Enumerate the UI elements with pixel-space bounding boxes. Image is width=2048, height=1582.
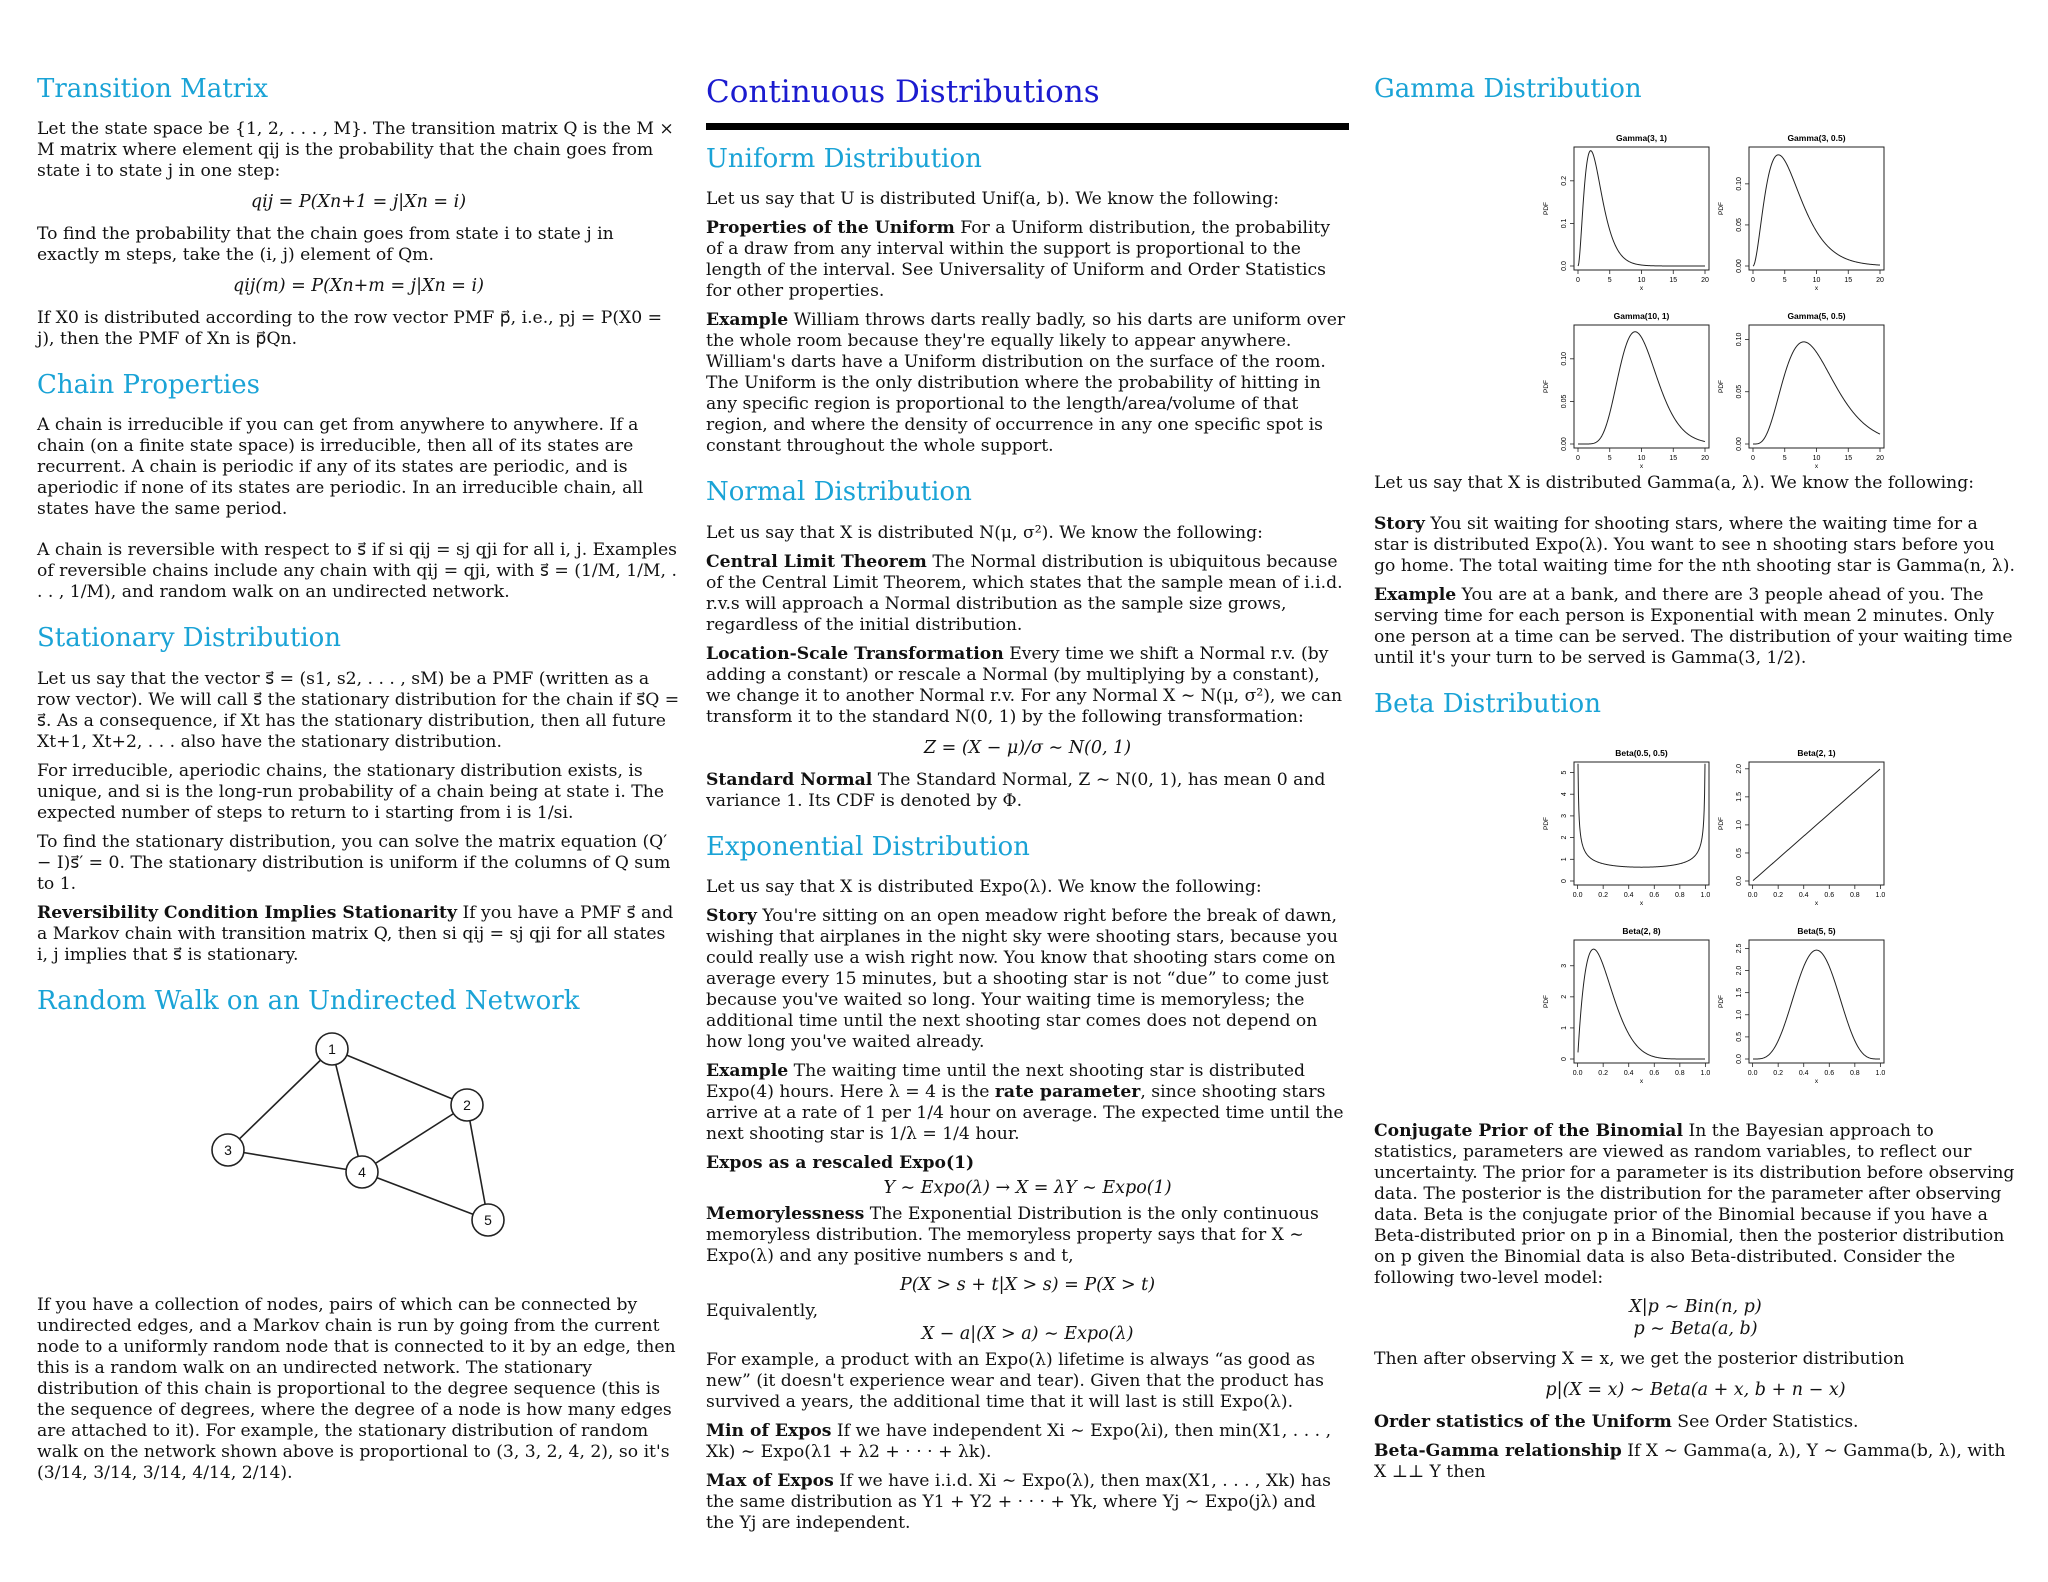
stationary-text-3: To find the stationary distribution, you can solve the matrix equation (Q′ − I)s⃗′ = 0. The stationary distribution is uniform if the columns of Q sum to 1.	[37, 831, 671, 894]
beta-plot-grid	[1374, 734, 2017, 1089]
beta-panel-title: Beta(5, 5)	[1797, 926, 1836, 937]
expo-text-1	[706, 906, 1349, 1053]
beta-text-4	[1374, 1441, 2017, 1483]
random-walk-text: If you have a collection of nodes, pairs of which can be connected by undirected edges, and a Markov chain is run by going from the current node to a uniformly random node that is connected to it by an edge, then this is a random walk on an undirected network. The stationary distribution of this chain is proportional to the degree sequence (this is the sequence of degrees, where the degree of a node is how many edges are attached to it). For example, the stationary distribution of random walk on the network shown above is proportional to (3, 3, 2, 4, 2), so it's (3/14, 3/14, 3/14, 4/14, 2/14).	[37, 1294, 676, 1483]
beta-plot-frame	[1749, 940, 1884, 1063]
gamma-panel-3	[1543, 311, 1709, 469]
rescaled-expo-equation: Y ∼ Expo(λ) → X = λY ∼ Expo(1)	[883, 1177, 1172, 1198]
gamma-x-tick-label: 0	[1576, 455, 1580, 463]
beta-y-tick-label: 0	[1561, 1057, 1568, 1062]
gamma-x-tick-label: 10	[1637, 455, 1646, 463]
beta-x-tick-label: 0.8	[1674, 892, 1685, 900]
beta-text-2: Then after observing X = x, we get the posterior distribution	[1374, 1349, 1905, 1370]
equivalently-text: Equivalently,	[706, 1300, 819, 1321]
normal-text-3	[706, 770, 1349, 812]
beta-x-tick-label: 0.2	[1773, 892, 1784, 900]
gamma-y-tick-label: 0.00	[1736, 437, 1743, 451]
beta-x-tick-label: 1.0	[1700, 892, 1711, 900]
min-expos-heading: Min of Expos	[706, 1420, 832, 1441]
memoryless-equation-2: X − a|(X > a) ∼ Expo(λ)	[921, 1323, 1134, 1344]
max-expos-text: If we have i.i.d. Xi ∼ Expo(λ), then max(X1, . . . , Xk) has the same distribution as Y1 + Y2 + · · · + Yk, where Yj ∼ Expo(jλ) and the Yj are independent.	[706, 1470, 1331, 1533]
uniform-intro: Let us say that U is distributed Unif(a, b). We know the following:	[706, 189, 1279, 210]
beta-panel-title: Beta(2, 8)	[1622, 926, 1661, 937]
stationary-text-1: Let us say that the vector s⃗ = (s1, s2, . . . , sM) be a PMF (written as a row vector). We will call s⃗ the stationary distribution for the chain if s⃗Q = s⃗. As a consequence, if Xt has the stationary distribution, then all future Xt+1, Xt+2, . . . also have the stationary distribution.	[37, 668, 680, 752]
gamma-x-axis-label: x	[1639, 463, 1644, 470]
uniform-example-heading: Example	[706, 310, 789, 331]
gamma-x-tick-label: 20	[1876, 455, 1884, 463]
gamma-y-tick-label: 0.10	[1736, 332, 1743, 347]
order-stats-text: See Order Statistics.	[1671, 1412, 1859, 1433]
memoryless-equation: P(X > s + t|X > s) = P(X > t)	[899, 1274, 1156, 1295]
order-stats-heading: Order statistics of the Uniform	[1374, 1412, 1672, 1433]
beta-x-tick-label: 0.4	[1623, 892, 1634, 900]
gamma-y-tick-label: 0.1	[1561, 218, 1568, 229]
gamma-density-curve	[1753, 342, 1880, 444]
beta-y-tick-label: 1.0	[1736, 820, 1743, 831]
beta-y-tick-label: 1.0	[1736, 1010, 1743, 1021]
gamma-x-tick-label: 10	[1812, 277, 1821, 285]
uniform-text-1	[706, 218, 1349, 302]
beta-y-axis-label: PDF	[1718, 995, 1725, 1009]
beta-x-tick-label: 0.0	[1747, 892, 1758, 900]
expo-text-2	[706, 1061, 1349, 1145]
stationary-text-4	[37, 903, 680, 966]
beta-y-tick-label: 0.5	[1736, 1032, 1743, 1043]
expo-text-3	[706, 1153, 1349, 1174]
edge-1-4	[332, 1049, 362, 1172]
expo-text-6: For example, a product with an Expo(λ) lifetime is always “as good as new” (it doesn't experience wear and tear). Given that the product has survived a years, the additional time that it will last is still Expo(λ).	[706, 1349, 1324, 1412]
column-3	[1374, 74, 2017, 1491]
section-title-chain-properties: Chain Properties	[37, 370, 260, 401]
node-label-4: 4	[358, 1163, 366, 1180]
beta-y-tick-label: 3	[1561, 814, 1568, 819]
gamma-example-heading: Example	[1374, 585, 1457, 606]
beta-panel-1	[1543, 748, 1710, 907]
beta-x-tick-label: 0.0	[1747, 1070, 1758, 1078]
gamma-density-curve	[1578, 151, 1705, 266]
gamma-x-tick-label: 5	[1607, 455, 1612, 463]
beta-x-tick-label: 0.0	[1572, 1070, 1583, 1078]
expo-text-4	[706, 1204, 1349, 1267]
gamma-x-tick-label: 15	[1669, 277, 1678, 285]
gamma-x-axis-label: x	[1639, 285, 1644, 293]
beta-x-axis-label: x	[1639, 1078, 1644, 1086]
beta-x-tick-label: 1.0	[1875, 1070, 1886, 1078]
beta-x-tick-label: 1.0	[1700, 1070, 1711, 1078]
gamma-y-tick-label: 0.10	[1561, 352, 1568, 366]
gamma-density-curve	[1753, 155, 1880, 266]
uniform-properties-text: For a Uniform distribution, the probability of a draw from any interval within the support is proportional to the length of the interval. See Universality of Uniform and Order Statistics for other properties.	[706, 218, 1331, 302]
standard-normal-text: The Standard Normal, Z ∼ N(0, 1), has mean 0 and variance 1. Its CDF is denoted by Φ.	[706, 769, 1326, 811]
gamma-x-tick-label: 15	[1669, 455, 1678, 463]
uniform-text-2	[706, 310, 1349, 457]
node-label-2: 2	[463, 1096, 471, 1113]
stationary-text-2: For irreducible, aperiodic chains, the stationary distribution exists, is unique, and si is the long-run probability of a chain being at state i. The expected number of steps to return to i starting from i is 1/si.	[37, 760, 665, 823]
uniform-example-text: William throws darts really badly, so his darts are uniform over the whole room because they're equally likely to appear anywhere. William's darts have a Uniform distribution on the surface of the room. The Uniform is the only distribution where the probability of hitting in any specific region is proportional to the length/area/volume of that region, and where the density of occurrence in any one specific spot is constant throughout the whole support.	[706, 310, 1346, 457]
gamma-x-tick-label: 0	[1576, 277, 1580, 285]
beta-plot-frame	[1574, 762, 1709, 885]
gamma-x-tick-label: 5	[1782, 277, 1787, 285]
beta-model-equation-1: X|p ∼ Bin(n, p)	[1629, 1297, 1762, 1318]
beta-x-tick-label: 0.6	[1824, 1070, 1835, 1078]
gamma-y-tick-label: 0.05	[1736, 218, 1743, 232]
memorylessness-text: The Exponential Distribution is the only continuous memoryless distribution. The memoryless property says that for X ∼ Expo(λ) and any positive numbers s and t,	[706, 1203, 1319, 1266]
standard-normal-heading: Standard Normal	[706, 769, 873, 790]
column-1	[37, 74, 680, 1492]
beta-panel-title: Beta(2, 1)	[1797, 748, 1836, 759]
gamma-density-curve	[1578, 332, 1705, 444]
beta-x-tick-label: 0.4	[1623, 1070, 1634, 1078]
transition-equation-1: qij = P(Xn+1 = j|Xn = i)	[250, 192, 467, 213]
beta-y-tick-label: 3	[1561, 964, 1568, 969]
gamma-x-axis-label: x	[1814, 285, 1819, 293]
gamma-x-tick-label: 15	[1844, 455, 1853, 463]
node-label-3: 3	[224, 1141, 232, 1158]
section-title-normal: Normal Distribution	[706, 477, 972, 508]
section-title-random-walk: Random Walk on an Undirected Network	[37, 985, 580, 1016]
beta-x-tick-label: 0.4	[1798, 892, 1809, 900]
beta-x-axis-label: x	[1814, 1078, 1819, 1086]
conjugate-prior-heading: Conjugate Prior of the Binomial	[1374, 1121, 1683, 1142]
beta-density-curve	[1753, 770, 1880, 882]
edge-2-5	[467, 1105, 488, 1220]
edge-1-3	[228, 1049, 332, 1150]
title-rule	[706, 123, 1349, 130]
expo-example-text-c: , since shooting stars arrive at a rate of 1 per 1/4 hour on average. The expected time until the next shooting star is 1/λ = 1/4 hour.	[706, 1081, 1344, 1144]
gamma-plot-frame	[1749, 325, 1884, 448]
beta-density-curve	[1753, 951, 1880, 1060]
beta-y-tick-label: 0	[1561, 879, 1568, 884]
beta-x-axis-label: x	[1639, 900, 1644, 908]
node-label-5: 5	[484, 1211, 492, 1228]
gamma-panel-1	[1543, 133, 1709, 292]
beta-panel-3	[1543, 926, 1710, 1085]
column-2	[706, 74, 1349, 1542]
beta-x-tick-label: 0.6	[1649, 1070, 1660, 1078]
normal-intro: Let us say that X is distributed N(μ, σ²). We know the following:	[706, 522, 1263, 543]
gamma-panel-4	[1718, 311, 1884, 469]
beta-plot-frame	[1574, 940, 1709, 1063]
beta-y-tick-label: 5	[1561, 770, 1568, 775]
beta-y-tick-label: 2.0	[1736, 764, 1743, 775]
beta-panel-4	[1718, 926, 1885, 1085]
gamma-story-heading: Story	[1374, 514, 1425, 535]
gamma-y-axis-label: PDF	[1543, 202, 1550, 216]
beta-y-tick-label: 2	[1561, 995, 1568, 1000]
beta-density-curve	[1578, 764, 1705, 867]
node-label-1: 1	[328, 1040, 336, 1057]
beta-x-tick-label: 0.4	[1798, 1070, 1809, 1078]
beta-y-tick-label: 2.5	[1736, 943, 1743, 954]
gamma-panel-title: Gamma(10, 1)	[1613, 311, 1670, 322]
gamma-story-text: You sit waiting for shooting stars, where the waiting time for a star is distributed Expo(λ). You want to see n shooting stars before you go home. The total waiting time for the nth shooting star is Gamma(n, λ).	[1374, 514, 2015, 577]
gamma-y-tick-label: 0.05	[1561, 394, 1568, 409]
gamma-y-axis-label: PDF	[1718, 202, 1725, 216]
edge-2-4	[362, 1105, 467, 1172]
beta-x-tick-label: 1.0	[1875, 892, 1886, 900]
reversibility-text: If you have a PMF s⃗ and a Markov chain with transition matrix Q, then si qij = sj qji for all states i, j implies that s⃗ is stationary.	[37, 902, 674, 965]
gamma-x-tick-label: 15	[1844, 277, 1853, 285]
edge-4-5	[362, 1172, 488, 1220]
beta-y-tick-label: 2.0	[1736, 966, 1743, 976]
expo-example-heading: Example	[706, 1060, 789, 1081]
clt-heading: Central Limit Theorem	[706, 551, 927, 572]
section-title-beta: Beta Distribution	[1374, 689, 1601, 720]
beta-model-equation-2: p ∼ Beta(a, b)	[1633, 1319, 1758, 1340]
gamma-panel-title: Gamma(3, 1)	[1615, 133, 1668, 144]
page-title-continuous: Continuous Distributions	[706, 74, 1100, 110]
beta-y-axis-label: PDF	[1718, 817, 1725, 831]
beta-panel-2	[1718, 748, 1885, 907]
reversibility-heading: Reversibility Condition Implies Stationarity	[37, 902, 457, 923]
edge-1-2	[332, 1049, 467, 1105]
gamma-y-tick-label: 0.10	[1736, 177, 1743, 191]
beta-y-tick-label: 1	[1561, 1026, 1568, 1031]
transition-text-2: To find the probability that the chain goes from state i to state j in exactly m steps, take the (i, j) element of Qm.	[37, 224, 614, 266]
beta-gamma-text: If X ∼ Gamma(a, λ), Y ∼ Gamma(b, λ), with X ⊥⊥ Y then	[1374, 1441, 2006, 1483]
beta-y-axis-label: PDF	[1543, 995, 1550, 1009]
gamma-plot-frame	[1574, 325, 1709, 448]
gamma-y-tick-label: 0.05	[1736, 385, 1743, 399]
expo-text-8	[706, 1471, 1349, 1534]
location-scale-text: Every time we shift a Normal r.v. (by adding a constant) or rescale a Normal (by multiplying by a constant), we change it to another Normal r.v. For any Normal X ∼ N(μ, σ²), we can transform it to the standard N(0, 1) by the following transformation:	[706, 643, 1343, 727]
beta-x-tick-label: 0.8	[1674, 1070, 1685, 1078]
gamma-y-tick-label: 0.00	[1736, 259, 1743, 273]
gamma-text-1	[1374, 514, 2017, 577]
beta-x-tick-label: 0.6	[1824, 892, 1835, 900]
section-title-gamma: Gamma Distribution	[1374, 74, 1642, 104]
beta-x-tick-label: 0.8	[1849, 892, 1860, 900]
beta-text-1	[1374, 1121, 2017, 1289]
gamma-x-tick-label: 10	[1637, 277, 1646, 285]
beta-panel-title: Beta(0.5, 0.5)	[1615, 748, 1668, 759]
chain-text-1: A chain is irreducible if you can get from anywhere to anywhere. If a chain (on a finite state space) is irreducible, then all of its states are recurrent. A chain is periodic if any of its states are periodic, and is aperiodic if none of its states are periodic. In an irreducible chain, all states have the same period.	[37, 415, 644, 520]
gamma-x-tick-label: 20	[1701, 455, 1709, 463]
section-title-stationary: Stationary Distribution	[37, 623, 342, 654]
beta-y-axis-label: PDF	[1543, 817, 1550, 831]
normal-text-2	[706, 644, 1349, 728]
beta-gamma-heading: Beta-Gamma relationship	[1374, 1441, 1622, 1462]
gamma-y-tick-label: 0.2	[1561, 176, 1568, 186]
gamma-x-tick-label: 20	[1701, 277, 1709, 285]
memorylessness-heading: Memorylessness	[706, 1203, 865, 1224]
location-scale-heading: Location-Scale Transformation	[706, 643, 1004, 664]
gamma-x-tick-label: 0	[1751, 455, 1755, 463]
gamma-x-tick-label: 10	[1812, 455, 1821, 463]
section-title-exponential: Exponential Distribution	[706, 831, 1030, 862]
network-graph	[37, 1031, 680, 1291]
max-expos-heading: Max of Expos	[706, 1470, 834, 1491]
uniform-properties-heading: Properties of the Uniform	[706, 218, 955, 239]
beta-y-tick-label: 0.5	[1736, 848, 1743, 859]
gamma-x-tick-label: 5	[1607, 277, 1612, 285]
beta-x-tick-label: 0.8	[1849, 1070, 1860, 1078]
gamma-plot-grid	[1374, 119, 2017, 469]
rescaled-expo-heading: Expos as a rescaled Expo(1)	[706, 1152, 975, 1173]
beta-x-tick-label: 0.2	[1773, 1070, 1784, 1078]
beta-x-tick-label: 0.6	[1649, 892, 1660, 900]
beta-x-axis-label: x	[1814, 900, 1819, 908]
rate-parameter-term: rate parameter	[994, 1081, 1141, 1102]
normal-text-1	[706, 552, 1349, 636]
expo-story-text: You're sitting on an open meadow right before the break of dawn, wishing that airplanes in the night sky were shooting stars, because you could really use a wish right now. You know that shooting stars come on average every 15 minutes, but a shooting star is not “due” to come just because you've waited so long. Your waiting time is memoryless; the additional time until the next shooting star comes does not depend on how long you've waited already.	[706, 905, 1338, 1052]
beta-y-tick-label: 0.0	[1736, 1054, 1743, 1065]
gamma-plot-frame	[1574, 147, 1709, 270]
beta-y-tick-label: 1.5	[1736, 792, 1743, 803]
gamma-x-tick-label: 0	[1751, 277, 1755, 285]
gamma-y-tick-label: 0.0	[1561, 261, 1568, 272]
edge-3-4	[228, 1150, 362, 1172]
beta-y-tick-label: 2	[1561, 836, 1568, 840]
transition-text-3: If X0 is distributed according to the row vector PMF p⃗, i.e., pj = P(X0 = j), then the PMF of Xn is p⃗Qn.	[37, 308, 663, 350]
beta-text-3	[1374, 1412, 2017, 1433]
gamma-panel-title: Gamma(3, 0.5)	[1787, 133, 1846, 144]
network-diagram	[37, 1031, 680, 1295]
gamma-x-tick-label: 20	[1876, 277, 1884, 285]
expo-text-7	[706, 1421, 1349, 1463]
gamma-intro: Let us say that X is distributed Gamma(a, λ). We know the following:	[1374, 473, 1975, 494]
gamma-plot-frame	[1749, 147, 1884, 270]
beta-plots	[1374, 734, 2017, 1093]
standardize-equation: Z = (X − μ)/σ ∼ N(0, 1)	[923, 737, 1132, 758]
beta-x-tick-label: 0.2	[1598, 1070, 1609, 1078]
gamma-plots	[1374, 119, 2017, 473]
beta-y-tick-label: 0.0	[1736, 876, 1743, 887]
gamma-y-axis-label: PDF	[1543, 380, 1550, 394]
beta-y-tick-label: 1.5	[1736, 988, 1743, 998]
gamma-y-tick-label: 0.00	[1561, 437, 1568, 451]
gamma-text-2	[1374, 585, 2017, 669]
beta-density-curve	[1578, 950, 1705, 1060]
section-title-transition-matrix: Transition Matrix	[37, 74, 269, 104]
transition-equation-2: qij(m) = P(Xn+m = j|Xn = i)	[233, 276, 484, 297]
min-expos-text: If we have independent Xi ∼ Expo(λi), then min(X1, . . . , Xk) ∼ Expo(λ1 + λ2 + · · · + λk).	[706, 1420, 1332, 1462]
gamma-y-axis-label: PDF	[1718, 380, 1725, 394]
clt-text: The Normal distribution is ubiquitous because of the Central Limit Theorem, which states that the sample mean of i.i.d. r.v.s will approach a Normal distribution as the sample size grows, regardless of the initial distribution.	[706, 551, 1343, 635]
gamma-panel-2	[1718, 133, 1884, 292]
expo-intro: Let us say that X is distributed Expo(λ). We know the following:	[706, 876, 1262, 897]
expo-example-text-a: The waiting time until the next shooting star is distributed Expo(4) hours. Here λ = 4 is the	[706, 1060, 1305, 1102]
beta-posterior-equation: p|(X = x) ∼ Beta(a + x, b + n − x)	[1545, 1380, 1846, 1401]
section-title-uniform: Uniform Distribution	[706, 144, 982, 175]
beta-y-tick-label: 1	[1561, 857, 1568, 862]
beta-x-tick-label: 0.2	[1598, 892, 1609, 900]
gamma-example-text: You are at a bank, and there are 3 people ahead of you. The serving time for each person is Exponential with mean 2 minutes. Only one person at a time can be served. The distribution of your waiting time until it's your turn to be served is Gamma(3, 1/2).	[1374, 585, 2013, 669]
gamma-x-tick-label: 5	[1782, 455, 1787, 463]
chain-text-2: A chain is reversible with respect to s⃗ if si qij = sj qji for all i, j. Examples of reversible chains include any chain with qij = qji, with s⃗ = (1/M, 1/M, . . . , 1/M), and random walk on an undirected network.	[37, 540, 677, 603]
beta-x-tick-label: 0.0	[1572, 892, 1583, 900]
expo-story-heading: Story	[706, 905, 757, 926]
transition-text-1: Let the state space be {1, 2, . . . , M}. The transition matrix Q is the M × M matrix where element qij is the probability that the chain goes from state i to state j in one step:	[37, 119, 674, 182]
beta-y-tick-label: 4	[1561, 792, 1568, 797]
conjugate-prior-text: In the Bayesian approach to statistics, parameters are viewed as random variables, to reflect our uncertainty. The prior for a parameter is its distribution before observing data. The posterior is the distribution for the parameter after observing data. Beta is the conjugate prior of the Binomial because if you have a Beta-distributed prior on p in a Binomial, then the posterior distribution on p given the Binomial data is also Beta-distributed. Consider the following two-level model:	[1374, 1121, 2015, 1289]
gamma-x-axis-label: x	[1814, 463, 1819, 470]
gamma-panel-title: Gamma(5, 0.5)	[1787, 311, 1846, 322]
